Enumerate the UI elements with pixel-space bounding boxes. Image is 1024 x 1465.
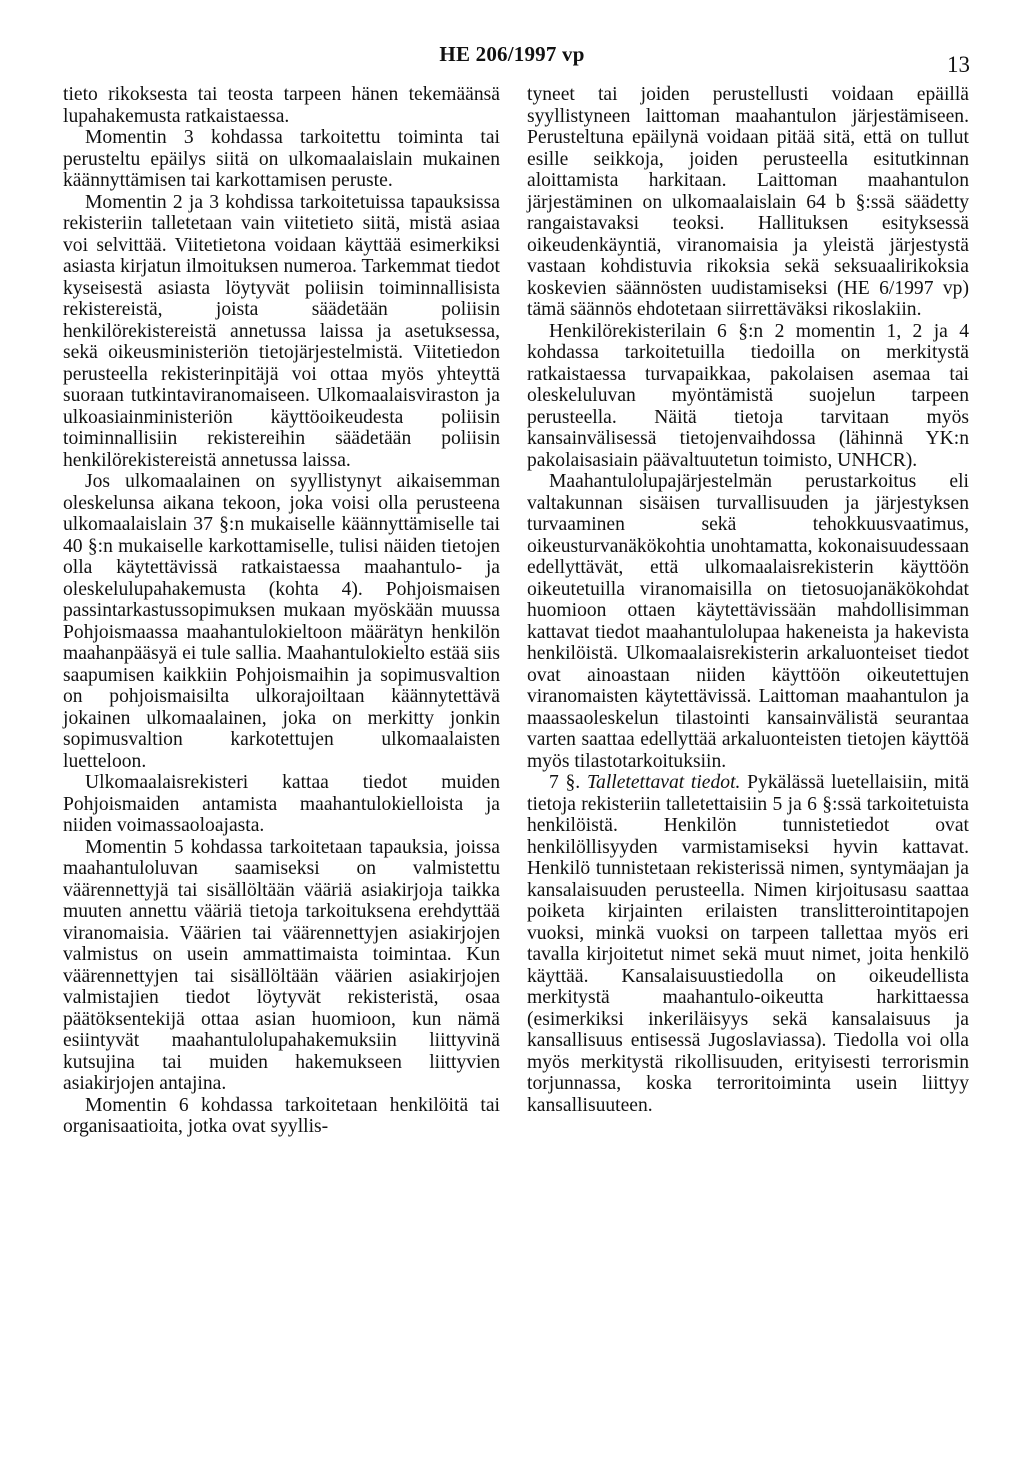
section-body: Pykälässä luetellaisiin, mitä tietoja rekisteriin talletettaisiin 5 ja 6 §:ssä tarkoitetuista henkilöistä. Henkilön tunnistetiedot ovat henkilöllisyyden varmistamiseksi hyvin kattavat. Henkilö tunnistetaan rekisterissä nimen, syntymäajan ja kansalaisuuden perusteella. Nimen kirjoitusasu saattaa poiketa kirjainten erilaisten translitterointitapojen vuoksi, minkä vuoksi on tarpeen tallettaa myös eri tavalla kirjoitetut nimet sekä muut nimet, joita henkilö käyttää. Kansalaisuustiedolla on oikeudellista merkitystä maahantulo-oikeutta harkittaessa (esimerkiksi inkeriläisyys sekä kansalaisuus ja kansallisuus entisessä Jugoslaviassa). Tiedolla voi olla myös merkitystä rikollisuuden, erityisesti terrorismin torjunnassa, koska terroritoiminta usein liittyy kansallisuuteen. bbox=[527, 772, 969, 1116]
left-text-column bbox=[63, 84, 500, 1138]
paragraph: Momentin 5 kohdassa tarkoitetaan tapauksia, joissa maahantuloluvan saamiseksi on valmistettu väärennettyjä tai sisällöltään vääriä asiakirjoja taikka muuten annettu vääriä tietoja tarkoituksena erehdyttää viranomaisia. Väärien tai väärennettyjen asiakirjojen valmistus on usein ammattimaista toimintaa. Kun väärennettyjen tai sisällöltään väärien asiakirjojen valmistajien tiedot löytyvät rekisteristä, osaa päätöksentekijä ottaa asian huomioon, kun nämä esiintyvät maahantulolupahakemuksiin liittyvinä kutsujina tai muiden hakemukseen liittyvien asiakirjojen antajina. bbox=[63, 836, 500, 1094]
paragraph: Maahantulolupajärjestelmän perustarkoitus eli valtakunnan sisäisen turvallisuuden ja järjestyksen turvaaminen sekä tehokkuusvaatimus, oikeusturvanäkökohtia unohtamatta, kokonaisuudessaan edellyttävät, että ulkomaalaisrekisterin käyttöön oikeutetuilla viranomaisilla on tietosuojanäkökohdat huomioon ottaen käytettävissään mahdollisimman kattavat tiedot maahantulolupaa hakeneista ja hakevista henkilöistä. Ulkomaalaisrekisterin arkaluonteiset tiedot ovat ainoastaan niiden käyttöön oikeutettujen viranomaisten käytettävissä. Laittoman maahantulon ja maassaoleskelun tilastointi kansainvälistä seurantaa varten saattaa edellyttää arkaluonteisten tietojen käyttöä myös tilastotarkoituksiin. bbox=[527, 471, 969, 772]
section-paragraph bbox=[527, 772, 969, 1116]
paragraph: Jos ulkomaalainen on syyllistynyt aikaisemman oleskelunsa aikana tekoon, joka voisi olla perusteena ulkomaalaislain 37 §:n mukaiselle käännyttämiselle tai 40 §:n mukaiselle karkottamiselle, tulisi näiden tietojen olla käytettävissä ratkaistaessa maahantulo- ja oleskelulupahakemusta (kohta 4). Pohjoismaisen passintarkastussopimuksen mukaan myöskään muussa Pohjoismaassa maahantulokieltoon määrätyn henkilön maahanpääsyä ei tule sallia. Maahantulokielto estää siis saapumisen kaikkiin Pohjoismaihin ja sopimusvaltion on pohjoismaisilta ulkorajoiltaan käännytettävä jokainen ulkomaalainen, joka on merkitty jonkin sopimusvaltion karkotettujen ulkomaalaisten luetteloon. bbox=[63, 471, 500, 772]
page-number: 13 bbox=[947, 52, 970, 77]
right-text-column bbox=[527, 84, 969, 1116]
section-number: 7 §. bbox=[549, 772, 581, 793]
paragraph: tyneet tai joiden perustellusti voidaan epäillä syyllistyneen laittoman maahantulon järjestämiseen. Perusteltuna epäilynä voidaan pitää sitä, että on tullut esille seikkoja, joiden perusteella esitutkinnan aloittamista harkitaan. Laittoman maahantulon järjestäminen on ulkomaalaislain 64 b §:ssä säädetty rangaistavaksi teoksi. Hallituksen esityksessä oikeudenkäyntiä, viranomaisia ja yleistä järjestystä vastaan kohdistuvia rikoksia sekä seksuaalirikoksia koskevien säännösten uudistamiseksi (HE 6/1997 vp) tämä säännös ehdotetaan siirrettäväksi rikoslakiin. bbox=[527, 84, 969, 320]
paragraph: Henkilörekisterilain 6 §:n 2 momentin 1, 2 ja 4 kohdassa tarkoitetuilla tiedoilla on merkitystä ratkaistaessa turvapaikkaa, pakolaisen asemaa tai oleskeluluvan myöntämistä suojelun tarpeen perusteella. Näitä tietoja tarvitaan myös kansainvälisessä tietojenvaihdossa (lähinnä YK:n pakolaisasiain päävaltuutetun toimisto, UNHCR). bbox=[527, 320, 969, 471]
section-title: Talletettavat tiedot. bbox=[586, 772, 741, 793]
paragraph: tieto rikoksesta tai teosta tarpeen hänen tekemäänsä lupahakemusta ratkaistaessa. bbox=[63, 84, 500, 127]
paragraph: Momentin 3 kohdassa tarkoitettu toiminta tai perusteltu epäilys siitä on ulkomaalaislain mukainen käännyttämisen tai karkottamisen peruste. bbox=[63, 127, 500, 191]
paragraph: Ulkomaalaisrekisteri kattaa tiedot muiden Pohjoismaiden antamista maahantulokielloista ja niiden voimassaoloajasta. bbox=[63, 772, 500, 836]
paragraph: Momentin 6 kohdassa tarkoitetaan henkilöitä tai organisaatioita, jotka ovat syyllis- bbox=[63, 1094, 500, 1137]
paragraph: Momentin 2 ja 3 kohdissa tarkoitetuissa tapauksissa rekisteriin talletetaan vain viitetieto siitä, mistä asiaa voi selvittää. Viitetietona voidaan käyttää esimerkiksi asiasta kirjatun ilmoituksen numeroa. Tarkemmat tiedot kyseisestä asiasta löytyvät poliisin toiminnallisista rekistereistä, joista säädetään poliisin henkilörekistereistä annetussa laissa ja asetuksessa, sekä oikeusministeriön tietojärjestelmistä. Viitetiedon perusteella rekisterinpitäjä voi ottaa myös yhteyttä suoraan tutkintaviranomaiseen. Ulkomaalaisviraston ja ulkoasiainministeriön käyttöoikeudesta poliisin toiminnallisiin rekistereihin säädetään poliisin henkilörekistereistä annetussa laissa. bbox=[63, 191, 500, 471]
document-header-title: HE 206/1997 vp bbox=[439, 42, 585, 66]
